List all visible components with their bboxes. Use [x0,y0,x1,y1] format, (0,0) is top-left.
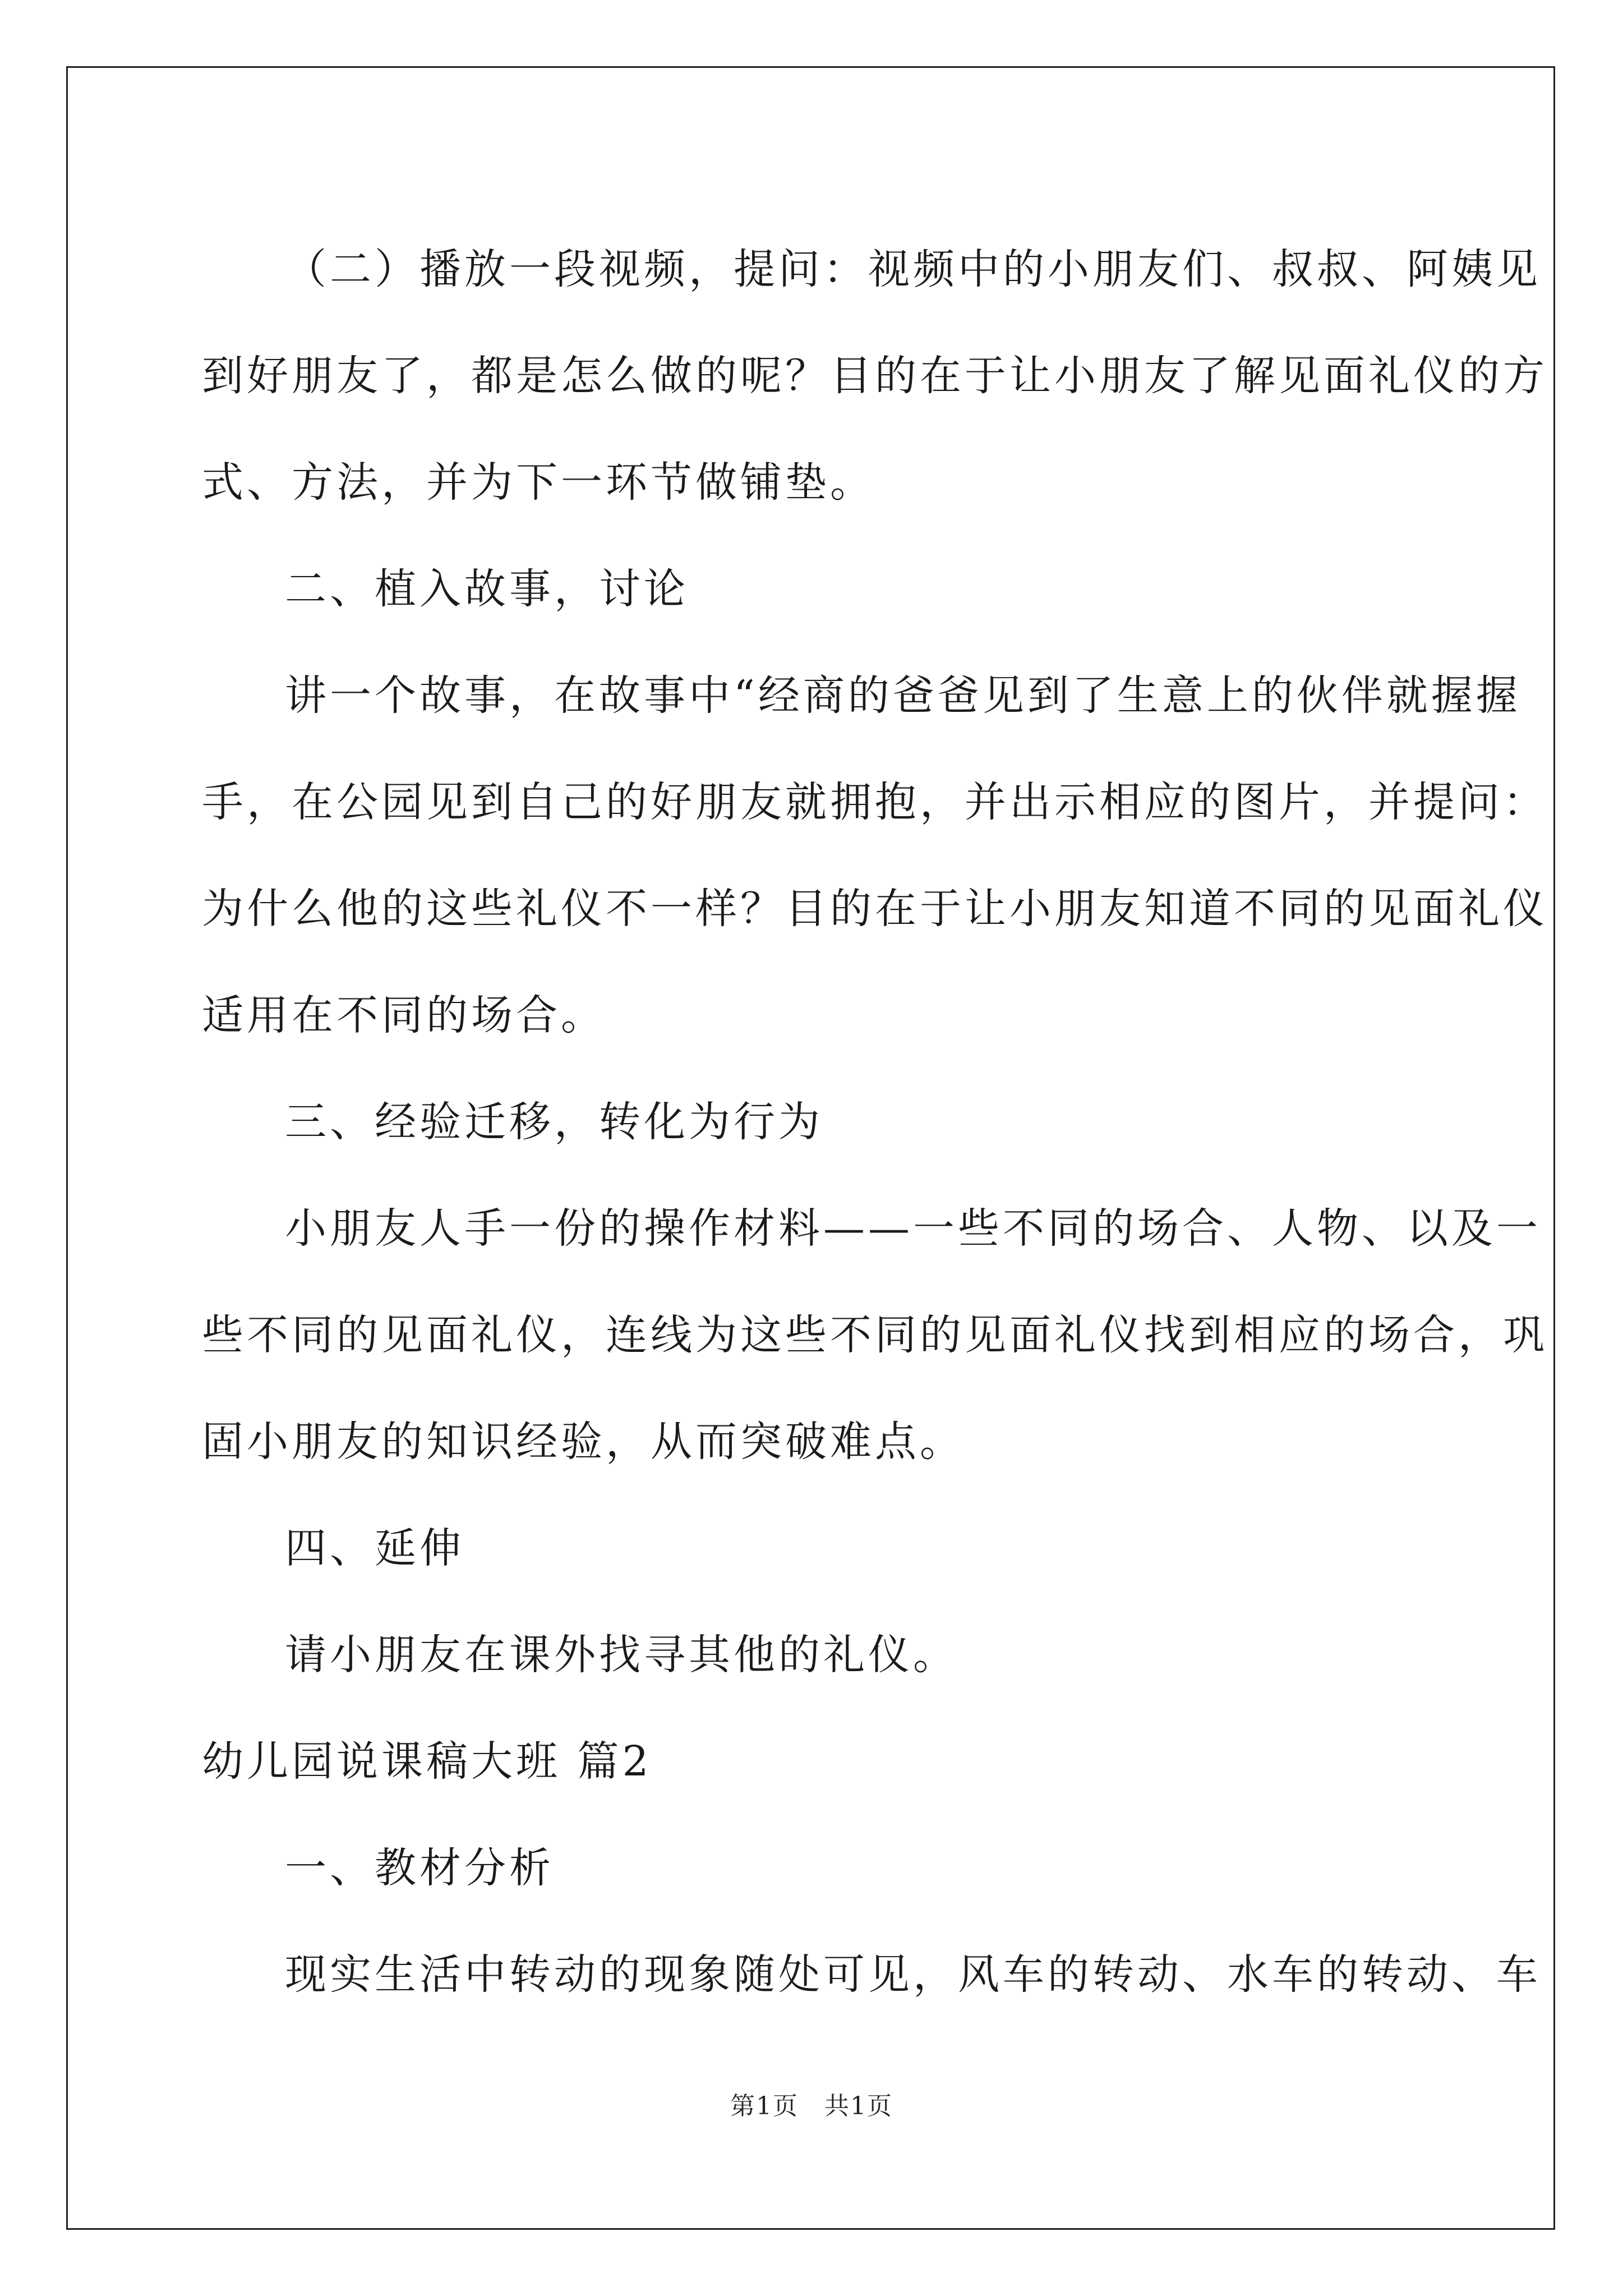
page-number-footer: 第1页 共1页 [730,2092,893,2120]
paragraph-line: 为什么他的这些礼仪不一样？目的在于让小朋友知道不同的见面礼仪 [202,885,1548,933]
paragraph-line: 些不同的见面礼仪，连线为这些不同的见面礼仪找到相应的场合，巩 [202,1311,1548,1359]
section-heading: 二、植入故事，讨论 [285,565,689,613]
paragraph-line: 请小朋友在课外找寻其他的礼仪。 [285,1631,958,1679]
paragraph-line: 适用在不同的场合。 [202,991,606,1039]
paragraph-line: 讲一个故事，在故事中“经商的爸爸见到了生意上的伙伴就握握 [285,671,1521,720]
paragraph-line: 式、方法，并为下一环节做铺垫。 [202,458,875,507]
paragraph-line: 固小朋友的知识经验，从而突破难点。 [202,1418,965,1466]
paragraph-line: 手，在公园见到自己的好朋友就拥抱，并出示相应的图片，并提问： [202,778,1548,826]
section-heading: 四、延伸 [285,1524,464,1572]
document-body [202,216,1548,2028]
paragraph-line: 小朋友人手一份的操作材料——一些不同的场合、人物、以及一 [285,1204,1541,1253]
paragraph-line: 到好朋友了，都是怎么做的呢？目的在于让小朋友了解见面礼仪的方 [202,352,1548,400]
article-title: 幼儿园说课稿大班 篇2 [202,1737,652,1786]
paragraph-line: 现实生活中转动的现象随处可见，风车的转动、水车的转动、车 [285,1950,1541,1999]
section-heading: 一、教材分析 [285,1844,554,1892]
paragraph-line: （二）播放一段视频，提问：视频中的小朋友们、叔叔、阿姨见 [285,245,1541,293]
section-heading: 三、经验迁移，转化为行为 [285,1098,823,1146]
